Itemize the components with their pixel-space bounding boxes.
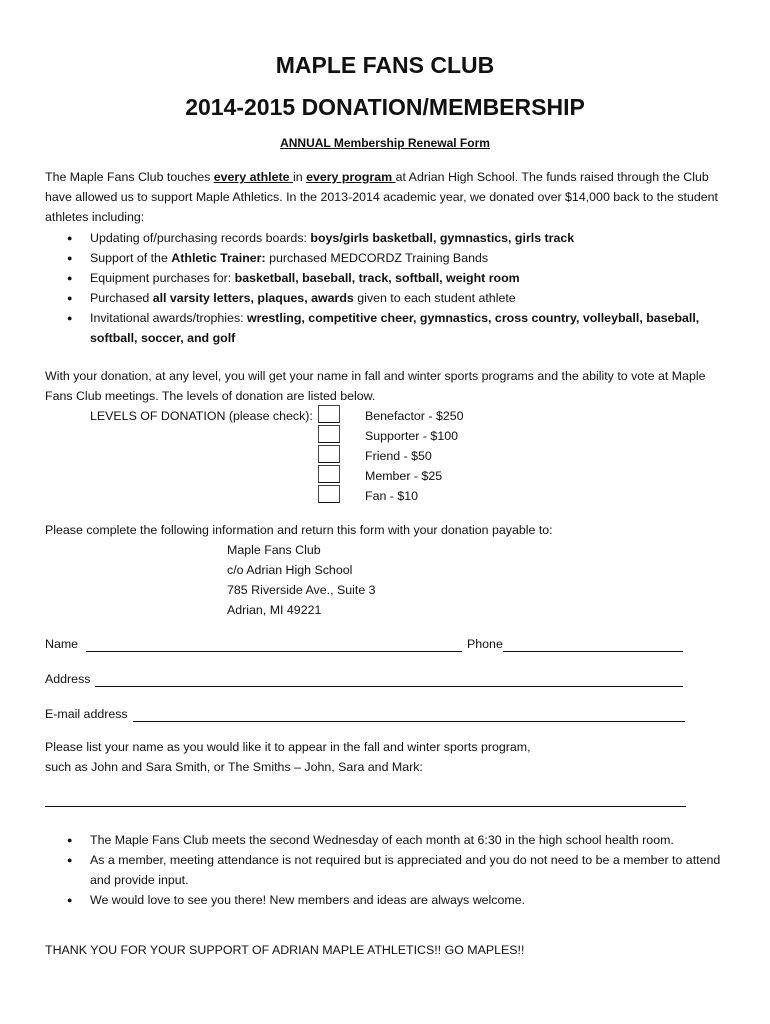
- item-text: Updating of/purchasing records boards:: [90, 231, 311, 245]
- address-line: c/o Adrian High School: [227, 563, 353, 577]
- name-field[interactable]: [86, 651, 462, 652]
- level-benefactor: Benefactor - $250: [365, 409, 464, 423]
- program-instructions-1: Please list your name as you would like it to appear in the fall and winter sports program,: [45, 740, 531, 754]
- checkbox-supporter[interactable]: [318, 425, 340, 443]
- checkbox-friend[interactable]: [318, 445, 340, 463]
- list-item: ● We would love to see you there! New members and ideas are always welcome.: [45, 890, 735, 910]
- checkbox-member[interactable]: [318, 465, 340, 483]
- item-bold: Athletic Trainer:: [171, 251, 266, 265]
- list-item: ● The Maple Fans Club meets the second Wednesday of each month at 6:30 in the high school health room.: [45, 830, 735, 850]
- item-bold: wrestling, competitive cheer, gymnastics, cross country, volleyball, baseball, softball, soccer, and golf: [90, 311, 700, 345]
- intro-paragraph: [45, 167, 735, 227]
- list-item: [45, 248, 735, 268]
- address-field[interactable]: [95, 686, 683, 687]
- name-label: Name: [45, 637, 79, 651]
- intro-text-3: at Adrian High School. The funds raised through the Club have allowed us to support Maple Athletics. In the 2013-2014 academic year, we donated over $14,000 back to the student athletes including:: [45, 170, 718, 224]
- address-line: Maple Fans Club: [227, 543, 321, 557]
- address-label: Address: [45, 672, 91, 686]
- level-friend: Friend - $50: [365, 449, 432, 463]
- item-text-post: given to each student athlete: [353, 291, 516, 305]
- item-bold: basketball, baseball, track, softball, weight room: [234, 271, 520, 285]
- level-fan: Fan - $10: [365, 489, 419, 503]
- item-text: Invitational awards/trophies:: [90, 311, 248, 325]
- return-instructions: Please complete the following information and return this form with your donation payable to:: [45, 523, 553, 537]
- meeting-list: [45, 830, 735, 910]
- list-item: [45, 288, 735, 308]
- email-label: E-mail address: [45, 707, 128, 721]
- level-supporter: Supporter - $100: [365, 429, 458, 443]
- levels-label: LEVELS OF DONATION (please check):: [90, 409, 313, 423]
- list-item: [45, 268, 735, 288]
- item-bold: all varsity letters, plaques, awards: [152, 291, 354, 305]
- item-text: Support of the: [90, 251, 172, 265]
- item-text: Purchased: [90, 291, 153, 305]
- mailing-address: [227, 540, 376, 620]
- checkbox-fan[interactable]: [318, 485, 340, 503]
- phone-field[interactable]: [503, 651, 683, 652]
- page-subtitle-year: 2014-2015 DONATION/MEMBERSHIP: [185, 94, 585, 120]
- intro-text-2: in: [292, 170, 307, 184]
- program-name-field[interactable]: [45, 806, 686, 807]
- item-bold: boys/girls basketball, gymnastics, girls track: [310, 231, 575, 245]
- page-title: MAPLE FANS CLUB: [275, 52, 495, 78]
- closing-text: THANK YOU FOR YOUR SUPPORT OF ADRIAN MAPLE ATHLETICS!! GO MAPLES!!: [45, 943, 525, 957]
- phone-label: Phone: [467, 637, 503, 651]
- support-list: [45, 228, 735, 348]
- level-member: Member - $25: [365, 469, 443, 483]
- address-line: Adrian, MI 49221: [227, 603, 322, 617]
- item-text: Equipment purchases for:: [90, 271, 235, 285]
- intro-every-program: every program: [306, 170, 396, 184]
- donation-paragraph: With your donation, at any level, you will get your name in fall and winter sports programs and the ability to vote at Maple Fans Club meetings. The levels of donation are listed below.: [45, 369, 706, 403]
- list-item: ● As a member, meeting attendance is not required but is appreciated and you do not need to be a member to attend and provide input.: [45, 850, 735, 890]
- address-line: 785 Riverside Ave., Suite 3: [227, 583, 376, 597]
- checkbox-benefactor[interactable]: [318, 405, 340, 423]
- program-instructions-2: such as John and Sara Smith, or The Smiths – John, Sara and Mark:: [45, 760, 423, 774]
- item-text-post: purchased MEDCORDZ Training Bands: [265, 251, 489, 265]
- email-field[interactable]: [133, 721, 685, 722]
- list-item: [45, 308, 735, 348]
- intro-text-1: The Maple Fans Club touches: [45, 170, 214, 184]
- list-item: [45, 228, 735, 248]
- intro-every-athlete: every athlete: [213, 170, 293, 184]
- form-subtitle: ANNUAL Membership Renewal Form: [280, 136, 490, 150]
